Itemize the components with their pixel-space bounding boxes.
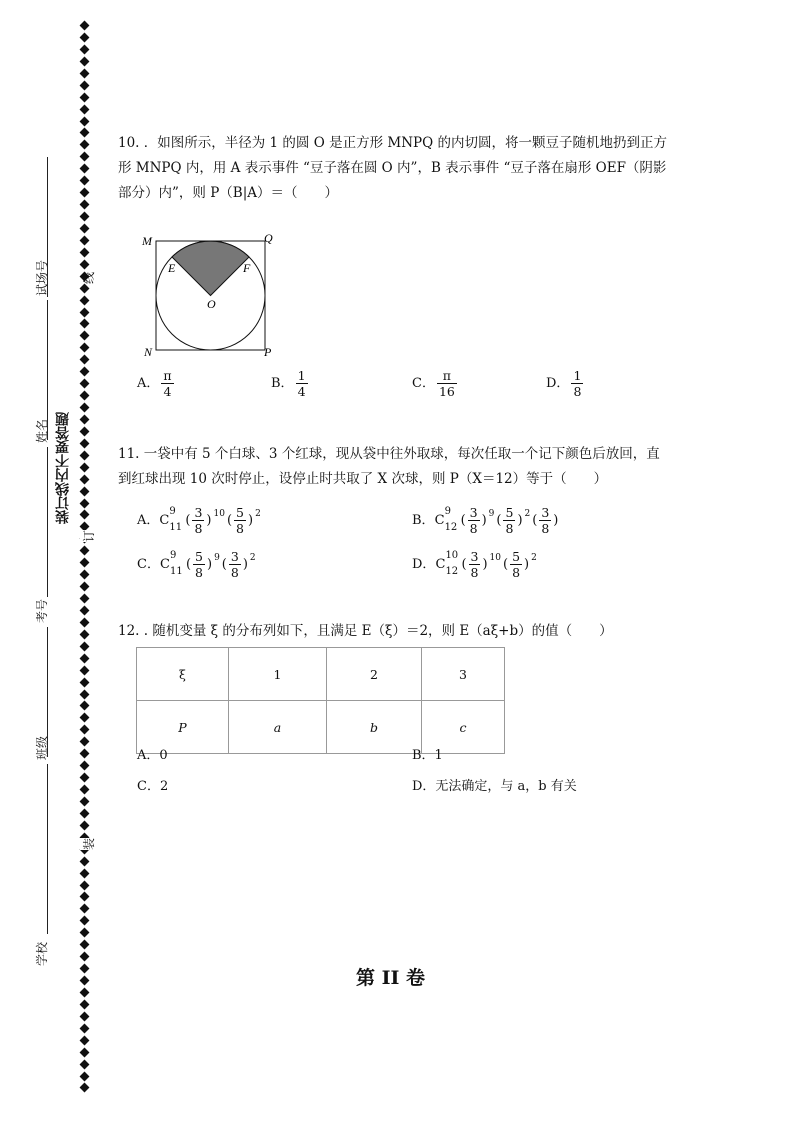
diamond-mark [80,928,90,938]
diamond-mark [80,999,90,1009]
diamond-mark [80,761,90,771]
q12-option-d[interactable]: D．无法确定，与 a，b 有关 [412,779,577,794]
diamond-mark [80,737,90,747]
diamond-mark [80,701,90,711]
q10-line-1: 10. ．如图所示，半径为 1 的圆 O 是正方形 MNPQ 的内切圆，将一颗豆子随机地扔到正方 [118,135,667,151]
diamond-mark [80,223,90,233]
q10-d-fraction: $\frac{1}{8}$ [573,368,582,399]
diamond-mark [80,1083,90,1093]
binding-mark-xian: 线 [82,271,96,284]
diamond-mark [80,546,90,556]
diamond-mark [80,438,90,448]
diamond-mark [80,259,90,269]
q10-line-3: 部分）内”，则 P（B|A）＝（ ） [118,185,338,201]
fig-label-O: O [207,297,216,311]
table-cell: b [327,701,422,754]
diamond-mark [80,1047,90,1057]
q11-option-d[interactable]: D． C 10 12 ( $\frac{3}{8}$ ) $^{10}$ ( $\frac{5}{8}$ ) $^2$ [412,549,537,580]
side-label-exam-number: 考号 [35,598,49,623]
table-row [137,701,505,754]
diamond-mark [80,56,90,66]
diamond-mark [80,295,90,305]
diamond-mark [80,677,90,687]
diamond-mark [80,44,90,54]
diamond-mark [80,355,90,365]
q12-option-b[interactable]: B．1 [412,748,443,763]
diamond-mark [80,140,90,150]
table-cell: ξ [137,648,229,701]
diamond-mark [80,32,90,42]
q10-a-fraction: $\frac{\pi}{4}$ [163,368,172,399]
q11-line-2: 到红球出现 10 次时停止，设停止时共取了 X 次球，则 P（X＝12）等于（ ） [118,471,608,487]
diamond-mark [80,403,90,413]
diamond-mark [80,904,90,914]
q10-option-b[interactable]: B． $\frac{1}{4}$ [271,368,306,399]
diamond-mark [80,773,90,783]
diamond-mark [80,450,90,460]
diamond-mark [80,808,90,818]
binding-mark-ding: 订 [82,529,96,542]
diamond-mark [80,605,90,615]
diamond-mark [80,80,90,90]
diamond-mark [80,987,90,997]
diamond-mark [80,176,90,186]
side-label-name: 姓名 [35,418,49,443]
diamond-mark [80,391,90,401]
table-cell: 1 [229,648,327,701]
diamond-mark [80,212,90,222]
diamond-mark [80,474,90,484]
diamond-mark [80,976,90,986]
q10-c-fraction: $\frac{\pi}{16}$ [438,368,455,399]
diamond-mark [80,880,90,890]
diamond-mark [80,856,90,866]
q11-option-a[interactable]: A． C 9 11 ( $\frac{3}{8}$ ) $^{10}$ ( $\frac{5}{8}$ ) $^2$ [137,505,261,536]
diamond-mark [80,964,90,974]
fig-label-N: N [144,345,153,359]
question-12 [118,619,684,644]
fig-label-Q: Q [264,231,273,245]
diamond-mark [80,594,90,604]
diamond-mark [80,510,90,520]
table-cell: c [422,701,505,754]
diamond-mark [80,558,90,568]
question-10 [118,131,684,206]
diamond-mark [80,104,90,114]
table-cell: P [137,701,229,754]
side-line-3 [47,447,48,597]
section-title: 第 II 卷 [356,967,426,989]
q12-option-c[interactable]: C．2 [137,779,169,794]
diamond-mark [80,952,90,962]
diamond-mark [80,283,90,293]
table-row [137,648,505,701]
diamond-mark [80,164,90,174]
diamond-mark [80,749,90,759]
fig-label-F: F [243,261,251,275]
fig-label-M: M [142,234,152,248]
diamond-mark [80,319,90,329]
diamond-mark [80,641,90,651]
diamond-mark [80,916,90,926]
diamond-mark [80,1071,90,1081]
diamond-mark [80,188,90,198]
table-cell: 2 [327,648,422,701]
diamond-mark [80,785,90,795]
diamond-mark [80,665,90,675]
q12-line-1: 12. . 随机变量 ξ 的分布列如下，且满足 E（ξ）＝2，则 E（aξ+b）的值（ ） [118,623,613,639]
diamond-mark [80,486,90,496]
diamond-mark [80,1023,90,1033]
binding-note: 装订线内不要答题 [55,412,71,524]
fig-label-P: P [264,345,272,359]
diamond-mark [80,235,90,245]
binding-mark-zhuang: 装 [82,837,96,850]
diamond-mark [80,689,90,699]
q10-b-fraction: $\frac{1}{4}$ [297,368,306,399]
question-11 [118,442,684,492]
diamond-mark [80,21,90,31]
diamond-mark [80,653,90,663]
diamond-mark [80,116,90,126]
diamond-mark [80,247,90,257]
diamond-mark [80,152,90,162]
q10-figure [140,228,280,360]
diamond-mark [80,1035,90,1045]
diamond-mark [80,617,90,627]
table-cell: 3 [422,648,505,701]
q10-option-a[interactable]: A． $\frac{\pi}{4}$ [137,368,172,399]
side-label-school: 学校 [35,941,49,966]
q10-line-2: 形 MNPQ 内，用 A 表示事件 “豆子落在圆 O 内”，B 表示事件 “豆子落在扇形 OEF（阴影 [118,160,667,176]
diamond-mark [80,128,90,138]
diamond-mark [80,582,90,592]
diamond-mark [80,1011,90,1021]
q11-option-c[interactable]: C． C 9 11 ( $\frac{5}{8}$ ) $^9$ ( $\frac{3}{8}$ ) $^2$ [137,549,256,580]
diamond-mark [80,343,90,353]
side-line-5 [47,764,48,934]
diamond-mark [80,498,90,508]
diamond-mark [80,307,90,317]
diamond-mark [80,796,90,806]
q10-option-c[interactable]: C． $\frac{\pi}{16}$ [412,368,455,399]
diamond-mark [80,200,90,210]
distribution-table [136,647,505,754]
diamond-mark [80,68,90,78]
diamond-mark [80,725,90,735]
diamond-mark [80,940,90,950]
fig-label-E: E [168,261,176,275]
diamond-mark [80,713,90,723]
diamond-mark [80,462,90,472]
q10-option-d[interactable]: D． $\frac{1}{8}$ [546,368,582,399]
q11-line-1: 11. 一袋中有 5 个白球、3 个红球，现从袋中往外取球，每次任取一个记下颜色后放回，直 [118,446,660,462]
q12-option-a[interactable]: A．0 [137,748,168,763]
diamond-mark [80,892,90,902]
diamond-mark [80,1059,90,1069]
binding-diamond-border [78,22,92,1096]
diamond-mark [80,629,90,639]
diamond-mark [80,820,90,830]
diamond-mark [80,426,90,436]
diamond-mark [80,92,90,102]
table-cell: a [229,701,327,754]
q11-option-b[interactable]: B． C 9 12 ( $\frac{3}{8}$ ) $^9$ ( $\frac{5}{8}$ ) $^2$ ( $\frac{3}{8}$ ) [412,505,559,536]
side-label-class: 班级 [35,735,49,760]
diamond-mark [80,570,90,580]
diamond-mark [80,379,90,389]
diamond-mark [80,331,90,341]
diamond-mark [80,868,90,878]
diamond-mark [80,367,90,377]
diamond-mark [80,414,90,424]
side-label-exam-room: 试场号 [35,259,49,296]
